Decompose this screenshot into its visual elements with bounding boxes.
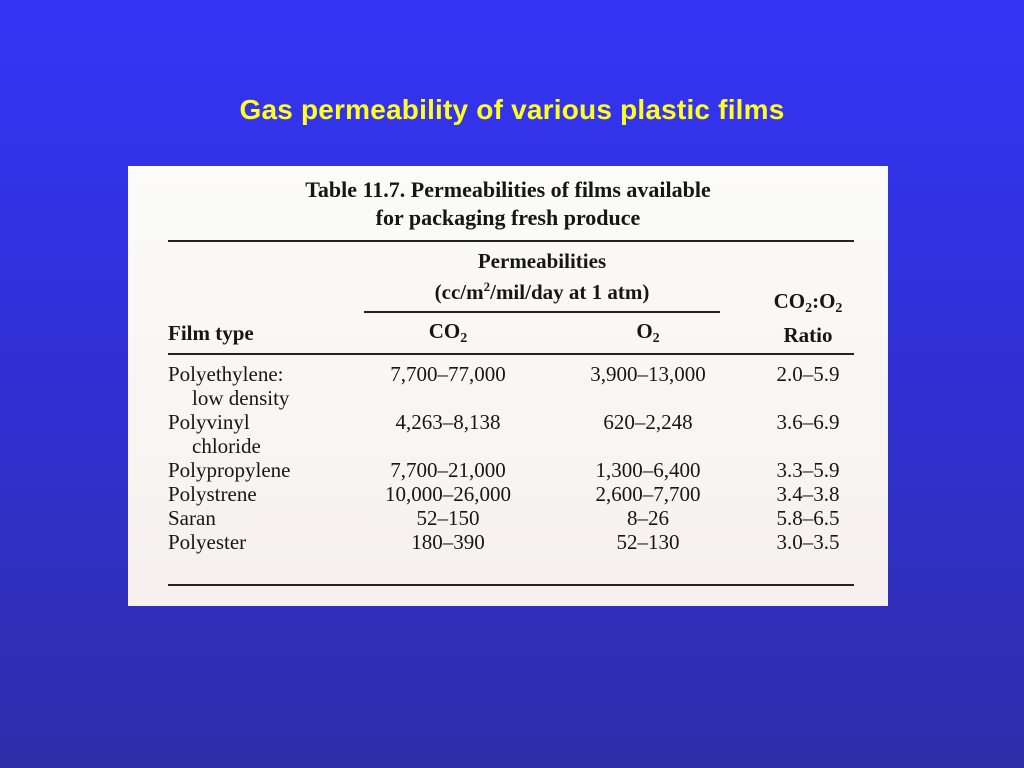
film-name: Polyethylene: — [168, 362, 284, 386]
o2-cell: 620–2,248 — [603, 410, 693, 434]
units-pre: (cc/m — [434, 280, 484, 304]
table-row — [128, 410, 888, 458]
co2-cell: 7,700–77,000 — [390, 362, 506, 386]
co2-header — [358, 318, 538, 352]
table-heading-line-1: Table 11.7. Permeabilities of films available — [305, 177, 711, 202]
header-rule — [168, 353, 854, 355]
o2-cell: 3,900–13,000 — [590, 362, 706, 386]
ratio-formula — [754, 288, 862, 322]
film-type-header: Film type — [168, 321, 254, 345]
table-heading-line-2: for packaging fresh produce — [375, 205, 641, 230]
units-superscript: 2 — [483, 279, 491, 294]
o2-cell: 52–130 — [616, 530, 680, 554]
o2-base: O — [636, 319, 653, 343]
film-cell — [168, 362, 378, 410]
o2-sub: 2 — [652, 331, 660, 346]
ratio-mid: :O — [812, 289, 836, 313]
film-name-continued: chloride — [192, 434, 261, 458]
ratio-cell: 3.3–5.9 — [776, 458, 840, 482]
film-name-continued: low density — [192, 386, 290, 410]
table-row — [128, 506, 888, 530]
table-row — [128, 530, 888, 554]
ratio-co: CO — [773, 289, 806, 313]
film-cell: Polystrene — [168, 482, 257, 506]
permeability-table-image — [128, 166, 888, 606]
bottom-rule — [168, 584, 854, 586]
co2-cell: 52–150 — [416, 506, 480, 530]
ratio-sub-1: 2 — [805, 301, 813, 316]
table-heading — [128, 176, 888, 232]
o2-header — [558, 318, 738, 352]
co2-base: CO — [428, 319, 461, 343]
film-name: Polyvinyl — [168, 410, 250, 434]
film-cell — [168, 410, 378, 458]
ratio-sub-2: 2 — [835, 301, 843, 316]
o2-cell: 8–26 — [627, 506, 669, 530]
ratio-cell: 3.4–3.8 — [776, 482, 840, 506]
o2-cell: 2,600–7,700 — [595, 482, 701, 506]
film-cell: Polypropylene — [168, 458, 291, 482]
top-rule — [168, 240, 854, 242]
co2-cell: 7,700–21,000 — [390, 458, 506, 482]
permeabilities-rule — [364, 311, 720, 313]
ratio-cell: 3.0–3.5 — [776, 530, 840, 554]
film-cell: Saran — [168, 506, 216, 530]
co2-cell: 10,000–26,000 — [385, 482, 511, 506]
table-row — [128, 482, 888, 506]
ratio-header — [754, 288, 862, 348]
ratio-cell: 5.8–6.5 — [776, 506, 840, 530]
units-post: /mil/day at 1 atm) — [490, 280, 650, 304]
ratio-cell: 3.6–6.9 — [776, 410, 840, 434]
o2-cell: 1,300–6,400 — [595, 458, 701, 482]
permeabilities-header — [364, 248, 720, 305]
permeabilities-units — [364, 274, 720, 305]
table-body — [128, 362, 888, 554]
table-row — [128, 362, 888, 410]
film-cell: Polyester — [168, 530, 247, 554]
table-row — [128, 458, 888, 482]
co2-cell: 4,263–8,138 — [395, 410, 501, 434]
co2-cell: 180–390 — [411, 530, 485, 554]
slide-title: Gas permeability of various plastic films — [239, 94, 785, 125]
ratio-cell: 2.0–5.9 — [776, 362, 840, 386]
permeabilities-label: Permeabilities — [477, 249, 607, 273]
co2-sub: 2 — [460, 331, 468, 346]
ratio-word: Ratio — [783, 323, 833, 347]
